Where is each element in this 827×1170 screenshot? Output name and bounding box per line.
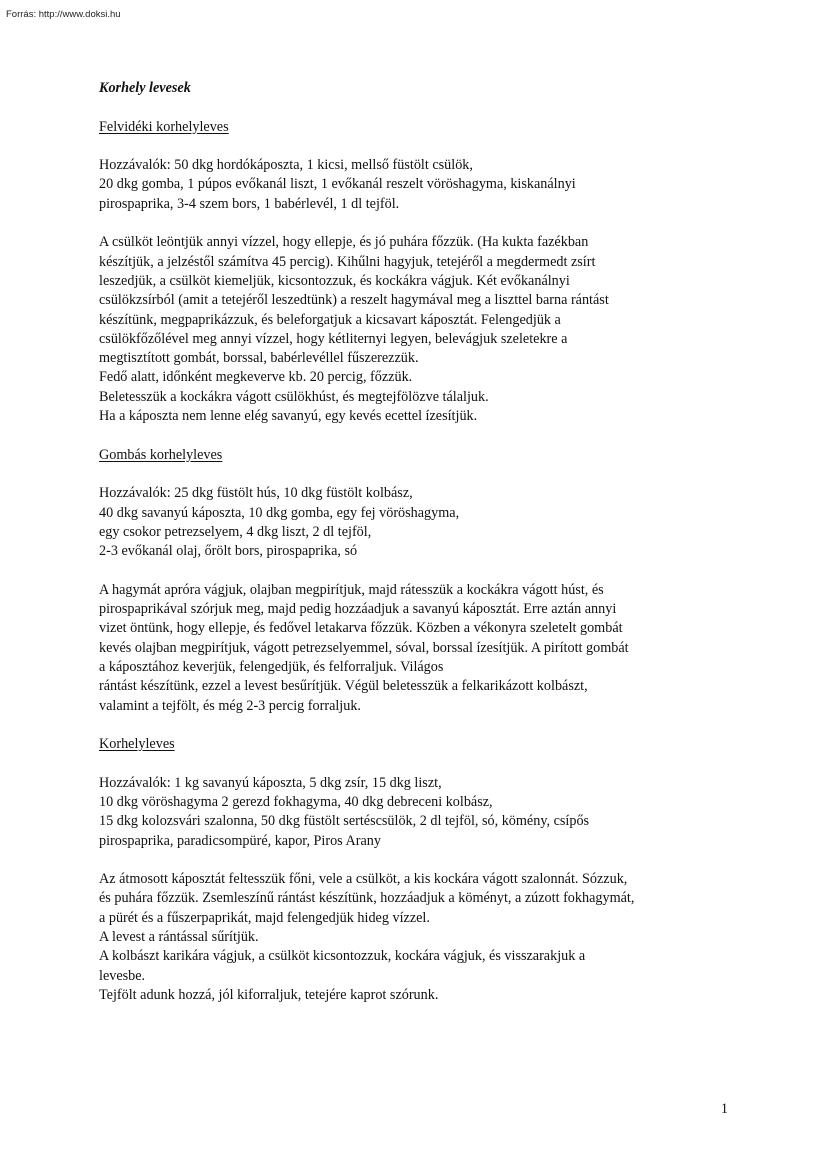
spacer <box>99 426 739 445</box>
method-line: és puhára főzzük. Zsemleszínű rántást készítünk, hozzáadjuk a köményt, a zúzott fokhagymát, <box>99 890 635 907</box>
recipe-heading: Gombás korhelyleves <box>99 446 223 463</box>
ingredients-block <box>99 484 739 561</box>
page-number: 1 <box>720 1101 728 1117</box>
spacer <box>99 716 739 735</box>
method-line: A kolbászt karikára vágjuk, a csülköt kicsontozzuk, kockára vágjuk, és visszarakjuk a <box>99 948 586 965</box>
recipe-section <box>99 446 739 716</box>
ingredients-line: pirospaprika, paradicsompüré, kapor, Piros Arany <box>99 832 381 849</box>
method-line: kevés olajban megpirítjuk, vágott petrezselyemmel, sóval, borssal ízesítjük. A pirított gombát <box>99 639 629 656</box>
method-line: csülökzsírból (amit a tetejéről leszedtünk) a reszelt hagymával meg a liszttel barna rántást <box>99 292 609 309</box>
ingredients-block <box>99 774 739 851</box>
ingredients-line: pirospaprika, 3-4 szem bors, 1 babérlevél, 1 dl tejföl. <box>99 195 400 212</box>
method-line: készítünk, megpaprikázzuk, és beleforgatjuk a kicsavart káposztát. Felengedjük a <box>99 311 561 328</box>
method-line: Az átmosott káposztát feltesszük főni, vele a csülköt, a kis kockára vágott szalonnát. Sózzuk, <box>99 871 628 888</box>
method-line: készítjük, a jelzéstől számítva 45 percig). Kihűlni hagyjuk, tetejéről a megdermedt zsírt <box>99 253 596 270</box>
method-line: Tejfölt adunk hozzá, jól kiforraljuk, tetejére kaprot szórunk. <box>99 986 439 1003</box>
recipe-section <box>99 735 739 1005</box>
method-line: leszedjük, a csülköt kiemeljük, kicsontozzuk, és kockákra vágjuk. Két evőkanálnyi <box>99 272 570 289</box>
spacer <box>99 137 739 156</box>
method-line: a káposztához keverjük, felengedjük, és felforraljuk. Világos <box>99 658 444 675</box>
spacer <box>99 561 739 580</box>
spacer <box>99 754 739 773</box>
ingredients-block <box>99 156 739 214</box>
ingredients-line: Hozzávalók: 50 dkg hordókáposzta, 1 kicsi, mellső füstölt csülök, <box>99 157 473 174</box>
method-line: csülökfőzőlével meg annyi vízzel, hogy kétliternyi legyen, belevágjuk szeletekre a <box>99 330 568 347</box>
recipe-section <box>99 118 739 427</box>
ingredients-line: Hozzávalók: 25 dkg füstölt hús, 10 dkg füstölt kolbász, <box>99 485 413 502</box>
method-line: pirospaprikával szórjuk meg, majd pedig hozzáadjuk a savanyú káposztát. Erre aztán annyi <box>99 601 617 618</box>
ingredients-line: 20 dkg gomba, 1 púpos evőkanál liszt, 1 evőkanál reszelt vöröshagyma, kiskanálnyi <box>99 176 576 193</box>
spacer <box>99 98 739 117</box>
ingredients-line: 40 dkg savanyú káposzta, 10 dkg gomba, egy fej vöröshagyma, <box>99 504 460 521</box>
method-line: A hagymát apróra vágjuk, olajban megpirítjuk, majd rátesszük a kockákra vágott húst, és <box>99 581 604 598</box>
method-line: valamint a tejfölt, és még 2-3 percig forraljuk. <box>99 697 361 714</box>
recipe-heading: Felvidéki korhelyleves <box>99 118 229 135</box>
method-block <box>99 233 739 426</box>
spacer <box>99 214 739 233</box>
method-line: vizet öntünk, hogy ellepje, és fedővel letakarva főzzük. Közben a vékonyra szeletelt gombát <box>99 620 623 637</box>
method-block <box>99 870 739 1005</box>
method-line: Fedő alatt, időnként megkeverve kb. 20 percig, főzzük. <box>99 369 413 386</box>
recipe-heading: Korhelyleves <box>99 736 175 753</box>
method-line: Beletesszük a kockákra vágott csülökhúst, és megtejfölözve tálaljuk. <box>99 388 489 405</box>
ingredients-line: 15 dkg kolozsvári szalonna, 50 dkg füstölt sertéscsülök, 2 dl tejföl, só, kömény, csípős <box>99 813 590 830</box>
method-block <box>99 581 739 716</box>
ingredients-line: Hozzávalók: 1 kg savanyú káposzta, 5 dkg zsír, 15 dkg liszt, <box>99 774 442 791</box>
ingredients-line: 10 dkg vöröshagyma 2 gerezd fokhagyma, 40 dkg debreceni kolbász, <box>99 793 493 810</box>
method-line: levesbe. <box>99 967 146 984</box>
method-line: Ha a káposzta nem lenne elég savanyú, egy kevés ecettel ízesítjük. <box>99 408 478 425</box>
source-url: Forrás: http://www.doksi.hu <box>6 9 121 20</box>
page-title: Korhely levesek <box>99 80 191 96</box>
method-line: rántást készítünk, ezzel a levest besűrítjük. Végül beletesszük a felkarikázott kolbászt, <box>99 678 588 695</box>
method-line: a pürét és a fűszerpaprikát, majd felengedjük hideg vízzel. <box>99 909 430 926</box>
spacer <box>99 465 739 484</box>
method-line: megtisztított gombát, borssal, babérlevéllel fűszerezzük. <box>99 350 419 367</box>
spacer <box>99 851 739 870</box>
ingredients-line: egy csokor petrezselyem, 4 dkg liszt, 2 dl tejföl, <box>99 523 372 540</box>
document-body <box>99 79 739 1005</box>
method-line: A levest a rántással sűrítjük. <box>99 929 259 946</box>
ingredients-line: 2-3 evőkanál olaj, őrölt bors, pirospaprika, só <box>99 543 358 560</box>
method-line: A csülköt leöntjük annyi vízzel, hogy ellepje, és jó puhára főzzük. (Ha kukta fazékban <box>99 234 589 251</box>
